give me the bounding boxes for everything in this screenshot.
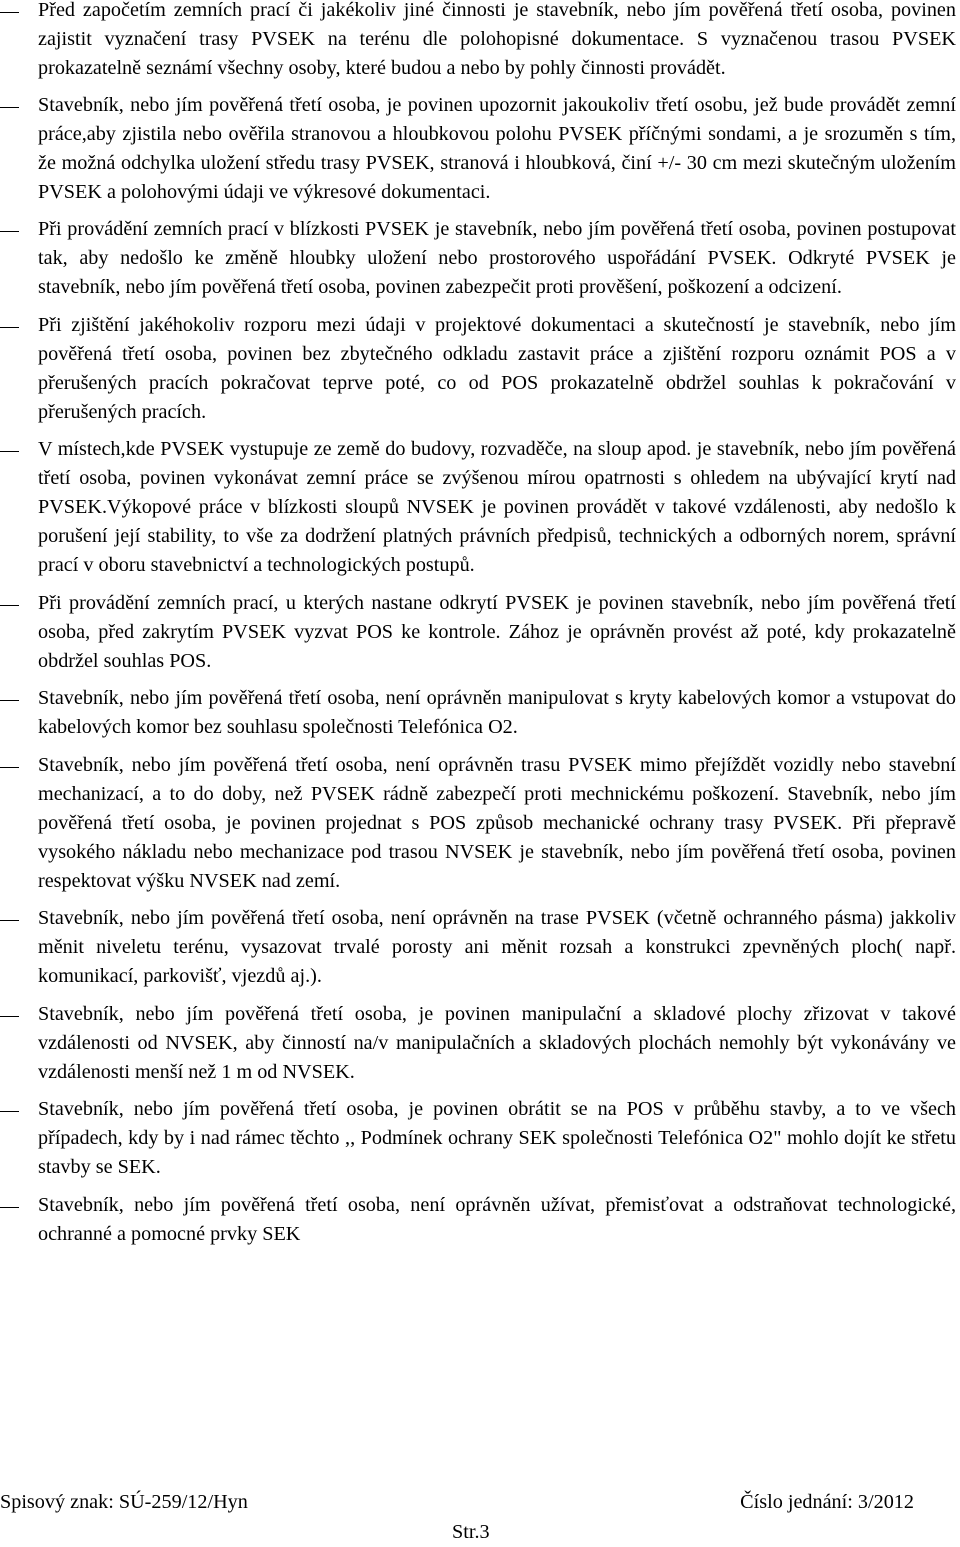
dash-bullet (0, 107, 19, 108)
paragraph-text: Stavebník, nebo jím pověřená třetí osoba, není oprávněn trasu PVSEK mimo přejíždět vozidly nebo stavební mechanizací, a to do doby, než PVSEK rádně zabezpečí proti mechnickému poškození. Stavebník, nebo jím pověřená třetí osoba, je povinen projednat s POS způsob mechanické ochrany trasy PVSEK. Při přepravě vysokého nákladu nebo mechanizace pod trasou NVSEK je stavebník, nebo jím pověřená třetí osoba, povinen respektovat výšku NVSEK nad zemí. (38, 753, 956, 892)
dash-bullet (0, 1016, 19, 1017)
list-item (0, 91, 960, 207)
paragraph-text: Stavebník, nebo jím pověřená třetí osoba, není oprávněn užívat, přemisťovat a odstraňovat technologické, ochranné a pomocné prvky SEK (38, 1193, 956, 1245)
list-item (0, 0, 960, 83)
list-item (0, 1191, 960, 1249)
paragraph-text: Při zjištění jakéhokoliv rozporu mezi údaji v projektové dokumentaci a skutečností je stavebník, nebo jím pověřená třetí osoba, povinen bez zbytečného odkladu zastavit práce a zjištění rozporu oznámit POS a v přerušených pracích pokračovat teprve poté, co od POS prokazatelně obdržel souhlas k pokračování v přerušených pracích. (38, 313, 956, 423)
list-item (0, 684, 960, 742)
list-item (0, 215, 960, 302)
paragraph-text: Stavebník, nebo jím pověřená třetí osoba, není oprávněn na trase PVSEK (včetně ochranného pásma) jakkoliv měnit niveletu terénu, vysazovat trvalé porosty ani měnit rozsah a konstrukci zpevněných ploch( např. komunikací, parkovišť, vjezdů aj.). (38, 907, 956, 987)
dash-bullet (0, 231, 19, 232)
list-item (0, 751, 960, 896)
paragraph-text: Stavebník, nebo jím pověřená třetí osoba, je povinen upozornit jakoukoliv třetí osobu, jež bude provádět zemní práce,aby zjistila nebo ověřila stranovou a hloubkovou polohu PVSEK příčnými sondami, a je srozuměn s tím, že možná odchylka uložení středu trasy PVSEK, stranová i hloubková, činí +/- 30 cm mezi skutečným uložením PVSEK a polohovými údaji ve výkresové dokumentaci. (38, 93, 956, 203)
paragraph-text: Při provádění zemních prací, u kterých nastane odkrytí PVSEK je povinen stavebník, nebo jím pověřená třetí osoba, před zakrytím PVSEK vyzvat POS ke kontrole. Zához je oprávněn provést až poté, kdy prokazatelně obdržel souhlas POS. (38, 591, 956, 672)
list-item (0, 311, 960, 427)
file-mark: Spisový znak: SÚ-259/12/Hyn (0, 1491, 248, 1513)
list-item (0, 589, 960, 676)
list-item (0, 1000, 960, 1087)
paragraph-text: Stavebník, nebo jím pověřená třetí osoba, je povinen manipulační a skladové plochy zřizovat v takové vzdálenosti od NVSEK, aby činností na/v manipulačních a skladových plochách nemohly být vykonávány ve vzdálenosti menší než 1 m od NVSEK. (38, 1002, 956, 1083)
paragraph-text: V místech,kde PVSEK vystupuje ze země do budovy, rozvaděče, na sloup apod. je stavebník, nebo jím pověřená třetí osoba, povinen vykonávat zemní práce se zvýšenou mírou opatrnosti s ohledem na ubývající krytí nad PVSEK.Výkopové práce v blízkosti sloupů NVSEK je povinen provádět v takové vzdálenosti, aby nedošlo k porušení její stability, to vše za dodržení platných právních předpisů, technických a odborných norem, správní prací v oboru stavebnictví a technologických postupů. (38, 438, 956, 576)
reference-number: Číslo jednání: 3/2012 (740, 1491, 914, 1513)
page-footer (0, 1488, 958, 1518)
paragraph-text: Při provádění zemních prací v blízkosti PVSEK je stavebník, nebo jím pověřená třetí osoba, povinen postupovat tak, aby nedošlo ke změně hloubky uložení nebo prostorového uspořádání PVSEK. Odkryté PVSEK je stavebník, nebo jím pověřená třetí osoba, povinen zabezpečit proti prověšení, poškození a odcizení. (38, 218, 956, 298)
dash-bullet (0, 12, 19, 13)
paragraph-text: Stavebník, nebo jím pověřená třetí osoba, není oprávněn manipulovat s kryty kabelových komor a vstupovat do kabelových komor bez souhlasu společnosti Telefónica O2. (38, 687, 956, 738)
list-item (0, 1095, 960, 1182)
dash-bullet (0, 1111, 19, 1112)
page-number: Str.3 (452, 1521, 490, 1543)
paragraph-text: Stavebník, nebo jím pověřená třetí osoba, je povinen obrátit se na POS v průběhu stavby, a to ve všech případech, kdy by i nad rámec těchto ,, Podmínek ochrany SEK společnosti Telefónica O2" mohlo dojít ke střetu stavby se SEK. (38, 1098, 956, 1178)
list-item (0, 435, 960, 580)
dash-bullet (0, 700, 19, 701)
dash-bullet (0, 451, 19, 452)
dash-bullet (0, 920, 19, 921)
list-item (0, 904, 960, 991)
dash-bullet (0, 605, 19, 606)
dash-bullet (0, 327, 19, 328)
dash-bullet (0, 767, 19, 768)
paragraph-text: Před započetím zemních prací či jakékoliv jiné činnosti je stavebník, nebo jím pověřená třetí osoba, povinen zajistit vyznačení trasy PVSEK na terénu dle polohopisné dokumentace. S vyznačenou trasou PVSEK prokazatelně seznámí všechny osoby, které budou a nebo by pohly činnosti provádět. (38, 0, 956, 79)
dash-bullet (0, 1207, 19, 1208)
